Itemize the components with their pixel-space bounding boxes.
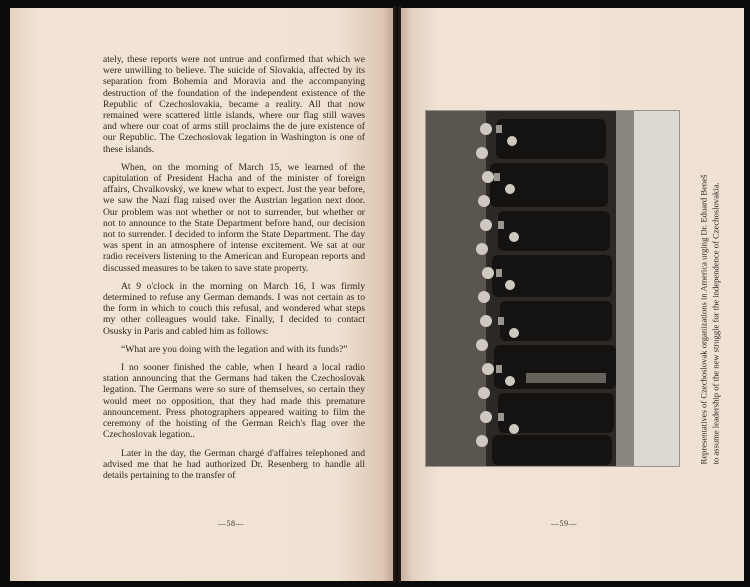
paragraph: ately, these reports were not untrue and confirmed that which we were unwilling to believe. The suicide of Slovakia, affected by its separation from Bohemia and Moravia and the accompanying destruction of the foundation of the independent existence of the Republic of Czechoslovakia, became a reality. All that now remained were scattered little islands, where our flag still waves and where our coat of arms still proclaims the de jure existence of our Republic. The Czechoslovak legation in Washington is one of these islands. — [103, 54, 365, 155]
paragraph: When, on the morning of March 15, we learned of the capitulation of President Hacha and of the minister of foreign affairs, Chvalkovský, we knew what to expect. Just the year before, we saw the Nazi flag raised over the Austrian legation next door. Our problem was not whether or not to surrender, but whether or not to announce to the State Department before hand, our decision not to surrender. I decided to inform the State Department. The day was spent in an atmosphere of intense excitement. We sat at our radio receivers listening to the American and European reports and discussed measures to be taken to save state property. — [103, 161, 365, 274]
left-page-text — [103, 54, 365, 488]
paragraph: “What are you doing with the legation and with its funds?” — [121, 343, 348, 355]
group-photograph — [425, 110, 680, 467]
photo-caption — [699, 110, 722, 465]
paragraph: Later in the day, the German chargé d'affaires telephoned and advised me that he had authorized Dr. Resenberg to handle all details pertaining to the transfer of — [103, 447, 365, 481]
page-number-right: —59— — [551, 519, 577, 528]
paragraph: I no sooner finished the cable, when I heard a local radio station announcing that the Germans had taken the Czechoslovak legation. The Germans were so sure of themselves, so certain they would meet no opposition, that they had made this premature announcement. Press photographers appeared waiting to film the ceremony of the hoisting of the German Reich's flag over the Czechoslovak legation.. — [103, 362, 365, 441]
caption-line: to assume leadership of the new struggle for the independence of Czechoslovakia. — [710, 182, 720, 465]
caption-line: Representatives of Czechoslovak organizations in America urging Dr. Eduard Beneš — [698, 174, 709, 465]
paragraph: At 9 o'clock in the morning on March 16, I was firmly determined to refuse any German demands. I was not certain as to the form in which to couch this refusal, and wondered what steps my other colleagues would take. Finally, I decided to contact Osusky in Paris and cabled him as follows: — [103, 280, 365, 337]
page-number-left: —58— — [218, 519, 244, 528]
book-gutter — [393, 6, 401, 583]
photo-illustration — [426, 111, 679, 466]
